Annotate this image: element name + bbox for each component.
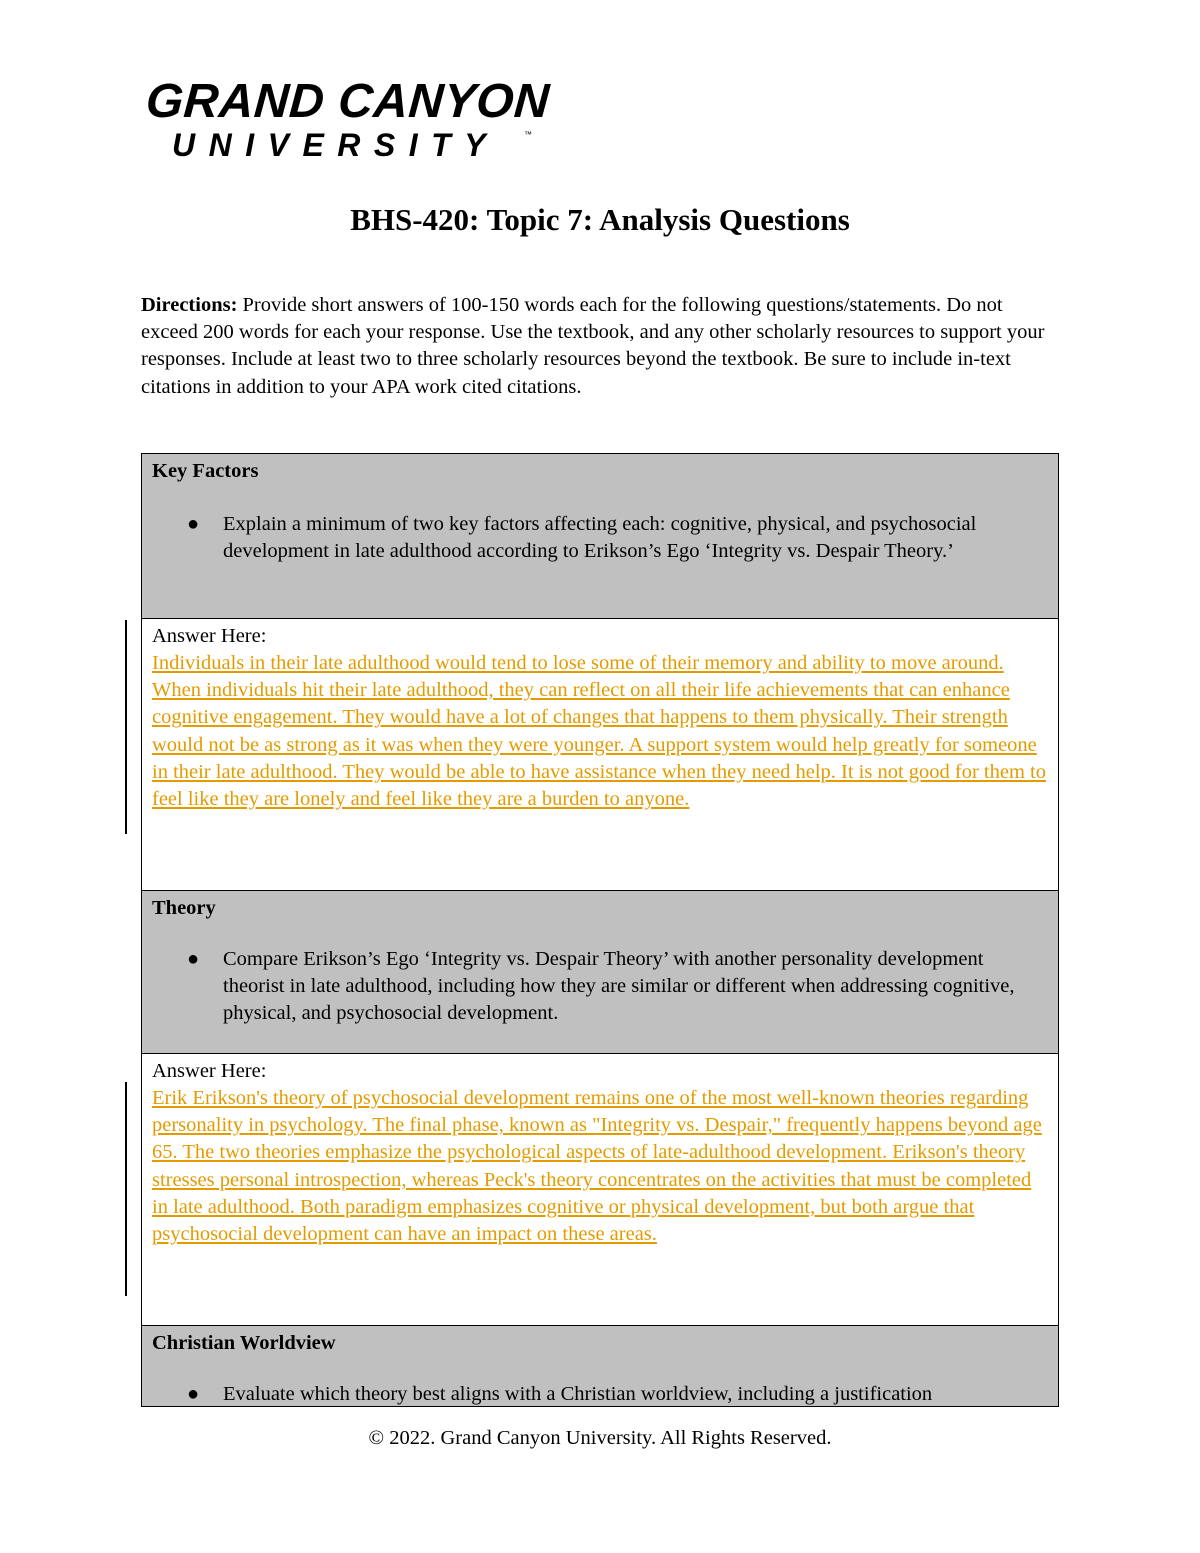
directions-label: Directions: — [141, 294, 238, 316]
question-prompt: Evaluate which theory best aligns with a Christian worldview, including a justification — [223, 1383, 933, 1405]
answer-cell-theory[interactable] — [142, 1054, 1058, 1326]
question-prompt: Compare Erikson’s Ego ‘Integrity vs. Despair Theory’ with another personality development theorist in late adulthood, including how they are similar or different when addressing cognitive, physical, and psychosocial development. — [223, 948, 1015, 1025]
question-cell-christian-worldview — [142, 1326, 1058, 1407]
answer-cell-key-factors[interactable] — [142, 619, 1058, 891]
logo-wordmark-line2: UNIVERSITY — [172, 127, 500, 163]
logo-trademark: ™ — [524, 130, 532, 139]
revision-change-bar — [125, 620, 127, 834]
section-heading: Theory — [152, 897, 216, 919]
copyright-footer: © 2022. Grand Canyon University. All Rights Reserved. — [368, 1427, 832, 1449]
bullet-icon: ● — [187, 513, 200, 535]
bullet-icon: ● — [187, 1383, 200, 1405]
revision-change-bar — [125, 1082, 127, 1296]
question-cell-key-factors — [142, 454, 1058, 619]
answer-text[interactable]: Individuals in their late adulthood would tend to lose some of their memory and ability to move around. When individuals hit their late adulthood, they can reflect on all their life achievements that can enhance cognitive engagement. They would have a lot of changes that happens to them physically. Their strength would not be as strong as it was when they were younger. A support system would help greatly for someone in their late adulthood. They would be able to have assistance when they need help. It is not good for them to feel like they are lonely and feel like they are a burden to anyone. — [152, 652, 1046, 811]
section-heading: Christian Worldview — [152, 1332, 336, 1354]
question-prompt: Explain a minimum of two key factors affecting each: cognitive, physical, and psychosocial development in late adulthood according to Erikson’s Ego ‘Integrity vs. Despair Theory.’ — [223, 513, 977, 563]
directions-text: Provide short answers of 100-150 words each for the following questions/statements. Do not exceed 200 words for each your response. Use the textbook, and any other scholarly resources to support your responses. Include at least two to three scholarly resources beyond the textbook. Be sure to include in-text citations in addition to your APA work cited citations. — [141, 294, 1045, 398]
university-logo — [144, 75, 566, 164]
answer-label: Answer Here: — [152, 625, 267, 647]
section-heading: Key Factors — [152, 460, 259, 482]
question-cell-theory — [142, 891, 1058, 1054]
answer-label: Answer Here: — [152, 1060, 267, 1082]
bullet-icon: ● — [187, 948, 200, 970]
questions-table — [141, 453, 1059, 1407]
directions-paragraph — [141, 292, 1061, 401]
answer-text[interactable]: Erik Erikson's theory of psychosocial development remains one of the most well-known theories regarding personality in psychology. The final phase, known as "Integrity vs. Despair," frequently happens beyond age 65. The two theories emphasize the psychological aspects of late-adulthood development. Erikson's theory stresses personal introspection, whereas Peck's theory concentrates on the activities that must be completed in late adulthood. Both paradigm emphasizes cognitive or physical development, but both argue that psychosocial development can have an impact on these areas. — [152, 1087, 1042, 1246]
logo-wordmark-line1: GRAND CANYON — [144, 75, 552, 128]
document-title: BHS-420: Topic 7: Analysis Questions — [350, 202, 850, 237]
